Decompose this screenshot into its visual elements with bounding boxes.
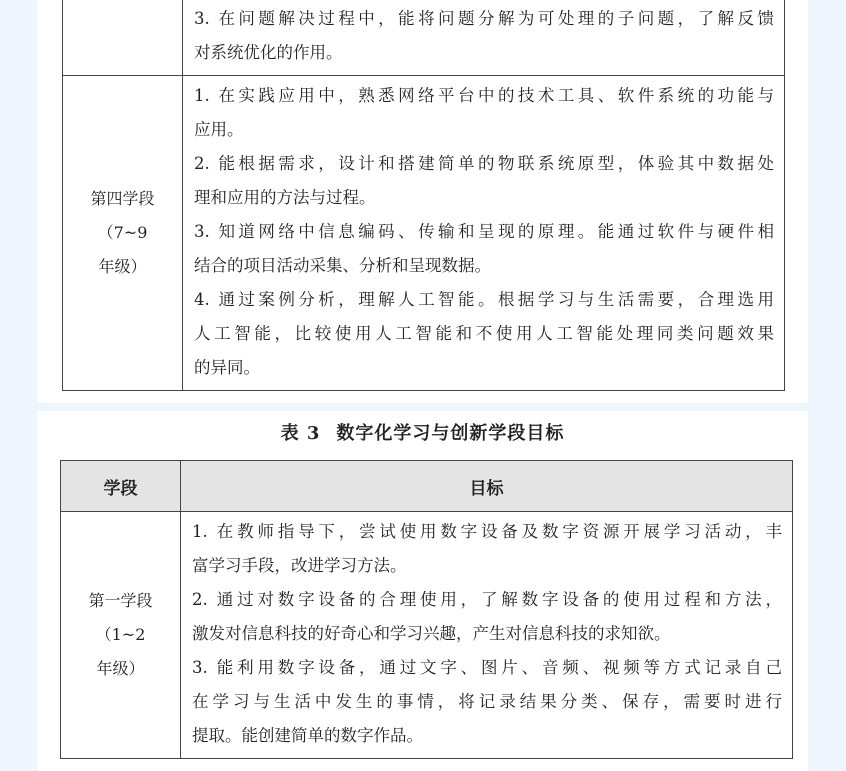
table-title bbox=[37, 419, 808, 445]
goal-cell bbox=[181, 512, 793, 759]
goal-item bbox=[194, 2, 774, 70]
goal-line: 人工智能，比较使用人工智能和不使用人工智能处理同类问题效果 bbox=[194, 324, 774, 343]
stage-cell bbox=[63, 0, 183, 76]
header-stage: 学段 bbox=[61, 461, 181, 512]
goal-item bbox=[192, 583, 782, 651]
goal-line: 在学习与生活中发生的事情，将记录结果分类、保存，需要时进行 bbox=[192, 692, 782, 711]
table-row bbox=[63, 0, 785, 76]
goal-line: 1. 在实践应用中，熟悉网络平台中的技术工具、软件系统的功能与 bbox=[194, 86, 774, 105]
stage-text: （1~2 bbox=[95, 625, 146, 644]
goal-line: 对系统优化的作用。 bbox=[194, 43, 343, 62]
goal-item bbox=[192, 515, 782, 583]
goal-line: 1. 在教师指导下，尝试使用数字设备及数字资源开展学习活动，丰 bbox=[192, 522, 782, 541]
stage-text: 第四学段 bbox=[90, 189, 155, 208]
stage-cell bbox=[63, 76, 183, 391]
goal-line: 3. 知道网络中信息编码、传输和呈现的原理。能通过软件与硬件相 bbox=[194, 222, 774, 241]
goal-line: 理和应用的方法与过程。 bbox=[194, 188, 376, 207]
goal-line: 3. 在问题解决过程中，能将问题分解为可处理的子问题，了解反馈 bbox=[194, 9, 774, 28]
goal-item bbox=[194, 79, 774, 147]
goal-line: 2. 通过对数字设备的合理使用，了解数字设备的使用过程和方法， bbox=[192, 590, 782, 609]
table-3-panel bbox=[37, 411, 808, 771]
goal-line: 的异同。 bbox=[194, 358, 260, 377]
stage-text: （7~9 bbox=[97, 223, 148, 242]
goal-item bbox=[194, 283, 774, 385]
goal-item bbox=[192, 651, 782, 753]
goal-cell bbox=[183, 76, 785, 391]
goal-line: 4. 通过案例分析，理解人工智能。根据学习与生活需要，合理选用 bbox=[194, 290, 774, 309]
goal-line: 应用。 bbox=[194, 120, 244, 139]
stage-text: 第一学段 bbox=[88, 591, 153, 610]
table-header-row bbox=[61, 461, 793, 512]
stage-text: 年级） bbox=[98, 257, 147, 276]
digital-learning-goals-table bbox=[60, 460, 793, 759]
table-2-continued-panel bbox=[37, 0, 808, 403]
table-row bbox=[61, 512, 793, 759]
goal-item bbox=[194, 215, 774, 283]
goal-line: 富学习手段，改进学习方法。 bbox=[192, 556, 407, 575]
table-caption: 数字化学习与创新学段目标 bbox=[336, 423, 565, 444]
goal-cell bbox=[183, 0, 785, 76]
stage-text: 年级） bbox=[96, 659, 145, 678]
table-label: 表 3 bbox=[280, 423, 321, 444]
goal-line: 3. 能利用数字设备，通过文字、图片、音频、视频等方式记录自己 bbox=[192, 658, 782, 677]
goal-item bbox=[194, 147, 774, 215]
goal-line: 2. 能根据需求，设计和搭建简单的物联系统原型，体验其中数据处 bbox=[194, 154, 774, 173]
goals-table-continued bbox=[62, 0, 785, 391]
goal-line: 提取。能创建简单的数字作品。 bbox=[192, 726, 423, 745]
header-goal: 目标 bbox=[181, 461, 793, 512]
table-row bbox=[63, 76, 785, 391]
goal-line: 激发对信息科技的好奇心和学习兴趣，产生对信息科技的求知欲。 bbox=[192, 624, 671, 643]
goal-line: 结合的项目活动采集、分析和呈现数据。 bbox=[194, 256, 491, 275]
stage-cell bbox=[61, 512, 181, 759]
